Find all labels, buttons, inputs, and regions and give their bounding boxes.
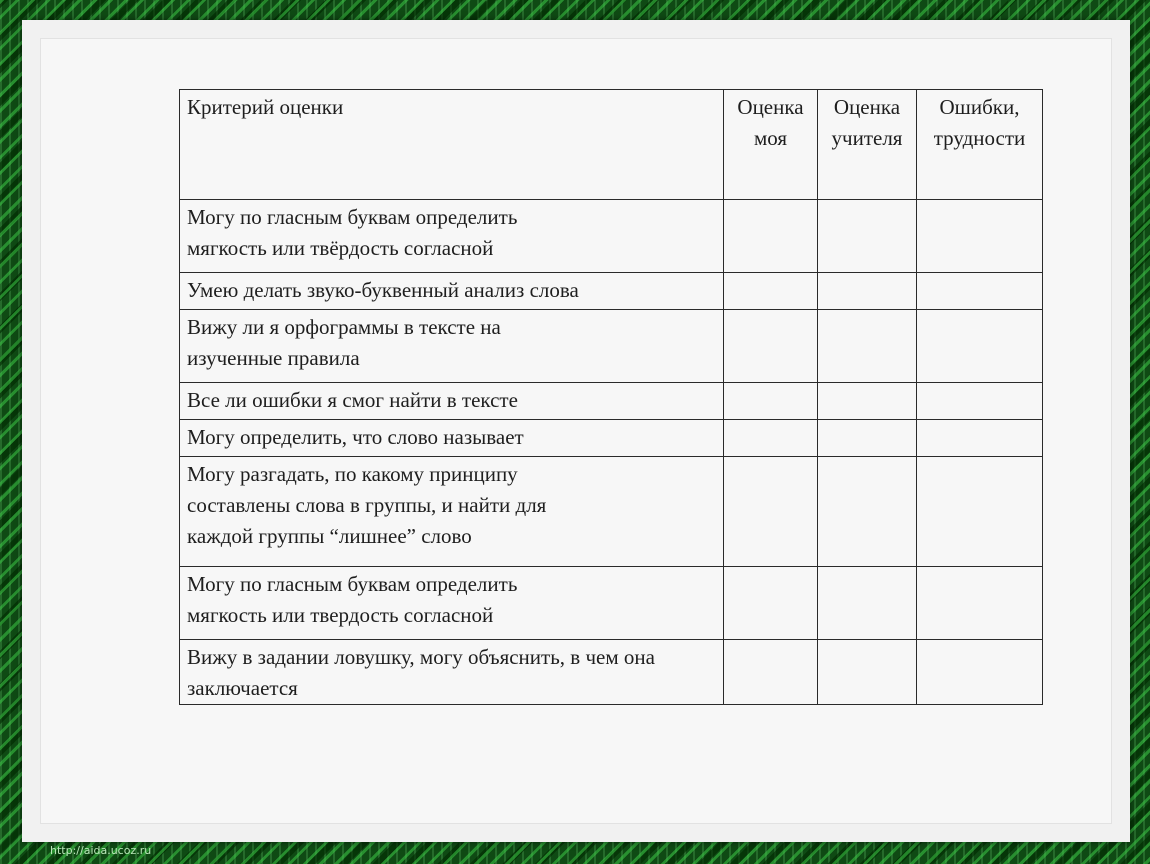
table-header-row xyxy=(180,90,1043,200)
criterion-line: Могу определить, что слово называет xyxy=(187,425,524,449)
header-self-score xyxy=(724,90,818,200)
self-score-cell[interactable] xyxy=(724,567,818,640)
criterion-cell xyxy=(180,457,724,567)
teacher-score-cell[interactable] xyxy=(818,383,917,420)
teacher-score-cell[interactable] xyxy=(818,640,917,705)
table-row xyxy=(180,457,1043,567)
self-score-cell[interactable] xyxy=(724,310,818,383)
self-score-cell[interactable] xyxy=(724,383,818,420)
criterion-line: Все ли ошибки я смог найти в тексте xyxy=(187,388,518,412)
criterion-cell xyxy=(180,310,724,383)
table-row xyxy=(180,383,1043,420)
self-assessment-table xyxy=(179,89,1043,705)
criterion-cell xyxy=(180,567,724,640)
difficulties-cell[interactable] xyxy=(917,273,1043,310)
table-row xyxy=(180,200,1043,273)
teacher-score-cell[interactable] xyxy=(818,457,917,567)
header-self-score-line-2: моя xyxy=(753,126,788,150)
teacher-score-cell[interactable] xyxy=(818,567,917,640)
criterion-cell xyxy=(180,273,724,310)
header-difficulties xyxy=(917,90,1043,200)
table-row xyxy=(180,567,1043,640)
criterion-line: изученные правила xyxy=(187,346,360,370)
self-score-cell[interactable] xyxy=(724,200,818,273)
header-teacher-score-line-1: Оценка xyxy=(833,95,901,119)
criterion-line: каждой группы “лишнее” слово xyxy=(187,524,472,548)
header-self-score-line-1: Оценка xyxy=(737,95,804,119)
self-score-cell[interactable] xyxy=(724,273,818,310)
difficulties-cell[interactable] xyxy=(917,640,1043,705)
self-score-cell[interactable] xyxy=(724,420,818,457)
criterion-line: заключается xyxy=(187,676,298,700)
criterion-line: Могу по гласным буквам определить xyxy=(187,572,518,596)
criterion-line: Могу по гласным буквам определить xyxy=(187,205,518,229)
self-score-cell[interactable] xyxy=(724,457,818,567)
table-row xyxy=(180,420,1043,457)
criterion-cell xyxy=(180,200,724,273)
teacher-score-cell[interactable] xyxy=(818,200,917,273)
criterion-cell xyxy=(180,383,724,420)
difficulties-cell[interactable] xyxy=(917,420,1043,457)
header-difficulties-line-1: Ошибки, xyxy=(939,95,1020,119)
criterion-line: мягкость или твердость согласной xyxy=(187,603,494,627)
teacher-score-cell[interactable] xyxy=(818,273,917,310)
difficulties-cell[interactable] xyxy=(917,383,1043,420)
criterion-line: Умею делать звуко-буквенный анализ слова xyxy=(187,278,579,302)
criterion-line: Вижу в задании ловушку, могу объяснить, в чем она xyxy=(187,645,655,669)
teacher-score-cell[interactable] xyxy=(818,310,917,383)
header-criterion-label: Критерий оценки xyxy=(187,95,344,119)
difficulties-cell[interactable] xyxy=(917,200,1043,273)
criterion-line: Могу разгадать, по какому принципу xyxy=(187,462,518,486)
difficulties-cell[interactable] xyxy=(917,567,1043,640)
difficulties-cell[interactable] xyxy=(917,457,1043,567)
teacher-score-cell[interactable] xyxy=(818,420,917,457)
table-row xyxy=(180,640,1043,705)
criterion-cell xyxy=(180,640,724,705)
header-difficulties-line-2: трудности xyxy=(933,126,1026,150)
self-score-cell[interactable] xyxy=(724,640,818,705)
header-teacher-score xyxy=(818,90,917,200)
header-criterion xyxy=(180,90,724,200)
criterion-cell xyxy=(180,420,724,457)
header-teacher-score-line-2: учителя xyxy=(831,126,903,150)
table-row xyxy=(180,273,1043,310)
criterion-line: мягкость или твёрдость согласной xyxy=(187,236,494,260)
criterion-line: Вижу ли я орфограммы в тексте на xyxy=(187,315,501,339)
source-url: http://aida.ucoz.ru xyxy=(50,844,152,857)
criterion-line: составлены слова в группы, и найти для xyxy=(187,493,547,517)
table-row xyxy=(180,310,1043,383)
difficulties-cell[interactable] xyxy=(917,310,1043,383)
